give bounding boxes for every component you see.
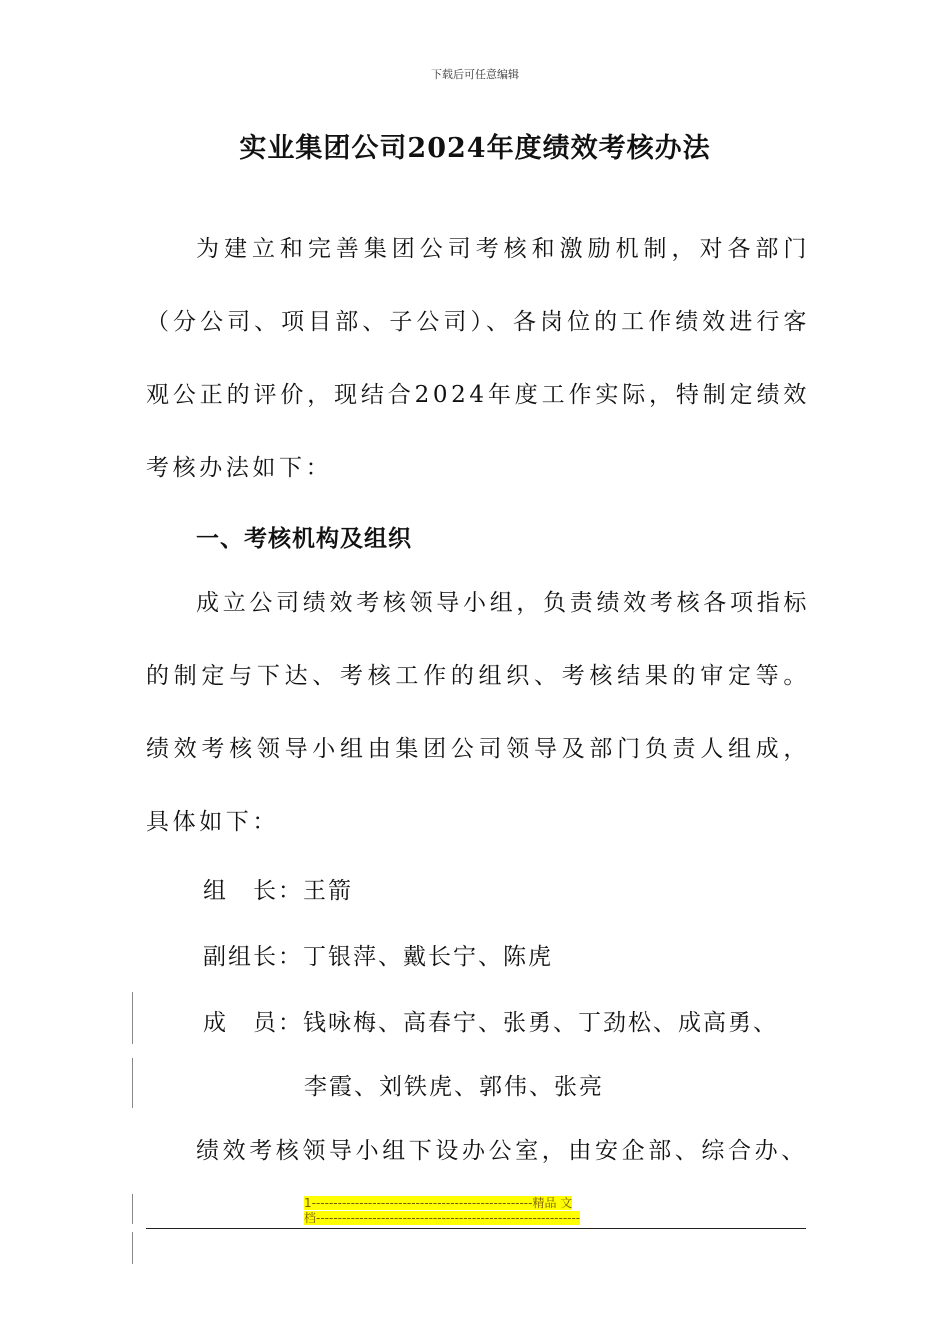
- change-bar: [132, 1194, 133, 1224]
- intro-paragraph: 为建立和完善集团公司考核和激励机制，对各部门（分公司、项目部、子公司）、各岗位的工作绩效进行客观公正的评价，现结合2024年度工作实际，特制定绩效考核办法如下：: [146, 236, 810, 481]
- footer-line-1: 1---------------------------------------------------精品 文: [304, 1196, 573, 1210]
- change-bar: [132, 992, 133, 1044]
- roster-leader: 组 长：王箭: [203, 878, 353, 904]
- section-heading: 一、考核机构及组织: [196, 526, 412, 552]
- footer-note: [304, 1196, 652, 1226]
- roster-members-continued: 李霞、刘铁虎、郭伟、张亮: [304, 1074, 604, 1100]
- section-paragraph: 成立公司绩效考核领导小组，负责绩效考核各项指标的制定与下达、考核工作的组织、考核结果的审定等。绩效考核领导小组由集团公司领导及部门负责人组成，具体如下：: [146, 590, 810, 835]
- roster-members: 成 员：钱咏梅、高春宁、张勇、丁劲松、成高勇、: [203, 1010, 778, 1036]
- change-bar: [132, 1058, 133, 1108]
- document-title: 实业集团公司2024年度绩效考核办法: [239, 133, 711, 164]
- last-line: 绩效考核领导小组下设办公室，由安企部、综合办、: [196, 1138, 808, 1164]
- change-bar: [132, 1232, 133, 1264]
- footer-line-2: 档-------------------------------------------------------------: [304, 1211, 581, 1225]
- header-note: 下载后可任意编辑: [431, 68, 519, 81]
- footer-divider: [146, 1228, 806, 1229]
- roster-deputy: 副组长：丁银萍、戴长宁、陈虎: [203, 944, 553, 970]
